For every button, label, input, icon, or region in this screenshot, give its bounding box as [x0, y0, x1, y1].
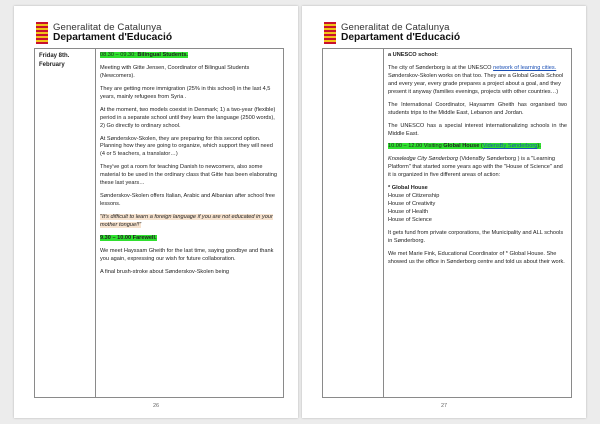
list-item: House of Creativity — [388, 201, 436, 208]
header-line2: Departament d'Educació — [53, 31, 173, 43]
slot-heading: 10.00 – 12.00 Visiting Global House (VidensBy Sønderborg). — [388, 143, 541, 150]
content-cell — [96, 49, 284, 398]
slot-heading: 9.30 – 10.00 Farewell. — [100, 234, 157, 241]
page-number: 26 — [152, 403, 160, 409]
paragraph: At the moment, two models coexist in Denmark; 1) a two-year (flexible) period in a separate school until they learn the language (2500 words), 2) Go directly to ordinary school. — [100, 106, 276, 129]
vidensby-link[interactable]: VidensBy Sønderborg — [482, 143, 538, 150]
paragraph: We meet Hayssam Gheith for the last time, saying goodbye and thank you again, expressing our wish for future collaboration. — [100, 247, 274, 262]
paragraph: Knowledge City Sønderborg (VidensBy Sønderborg ) is a "Learning Platform" that started some years ago with the "House of Science" and it is organized in five different areas of action: — [388, 156, 563, 179]
paragraph: The city of Sønderborg is at the UNESCO network of learning cities. Sønderskov-Skolen works on that too. They are a Global Goals School and every year, every grade prepares a project about a goal, and they present it anyway (families evenings, projects with other countries…) — [388, 64, 564, 95]
day-cell — [323, 49, 384, 398]
section-title: a UNESCO school: — [388, 52, 439, 58]
quote: "It's difficult to learn a foreign language if you are not educated in your mother tongue!!" — [100, 214, 273, 228]
page-27 — [302, 6, 586, 418]
paragraph: Sønderskov-Skolen offers Italian, Arabic and Albanian after school free lessons. — [100, 193, 275, 208]
paragraph: The International Coordinator, Haysamm Gheith has organised two students trips to the Middle East, Lebanon and Jordan. — [388, 101, 567, 116]
generalitat-logo-icon — [324, 22, 336, 44]
agenda-table — [322, 48, 572, 398]
paragraph: At Sønderskov-Skolen, they are preparing for this second option. Planning how they are going to organize, which support they will need (4 or 5 teachers, a translator…) — [100, 135, 273, 158]
header-line1: Generalitat de Catalunya — [341, 21, 450, 33]
list-item: House of Science — [388, 216, 432, 223]
unesco-network-link[interactable]: network of learning cities. — [493, 64, 557, 71]
content-cell — [384, 49, 572, 398]
header-line2: Departament d'Educació — [341, 31, 461, 43]
paragraph: They've got a room for teaching Danish to newcomers, also some material to be used in the ordinary class that Gitte has been elaborating these last years… — [100, 164, 277, 187]
page-header — [36, 16, 172, 50]
agenda-table — [34, 48, 284, 398]
list-item: House of Health — [388, 209, 429, 215]
paragraph: A final brush-stroke about Sønderskov-Skolen being — [100, 268, 230, 275]
page-26 — [14, 6, 298, 418]
slot-heading: 08.30 – 09.30: Bilingual Students. — [100, 52, 188, 58]
day-cell: Friday 8th. February — [35, 49, 96, 398]
paragraph: It gets fund from private corporations, the Municipality and ALL schools in Sønderborg. — [388, 229, 564, 244]
paragraph: We met Marie Fink, Educational Coordinator of * Global House. She showed us the office in Sønderborg centre and told us about their work. — [388, 250, 565, 265]
page-number: 27 — [440, 403, 448, 409]
areas-list — [388, 185, 567, 225]
paragraph: The UNESCO has a special interest internationalizing schools in the Middle East. — [388, 122, 567, 137]
paragraph: Meeting with Gitte Jensen, Coordinator of Bilingual Students (Newcomers). — [100, 64, 250, 79]
page-header — [324, 16, 460, 50]
list-title: * Global House — [388, 185, 428, 192]
list-item: House of Citizenship — [388, 193, 440, 200]
table-row — [35, 49, 284, 398]
paragraph: They are getting more immigration (25% in this school) in the last 4,5 years, mainly refugees from Syria . — [100, 85, 271, 100]
generalitat-logo-icon — [36, 22, 48, 44]
header-line1: Generalitat de Catalunya — [53, 21, 162, 33]
table-row — [323, 49, 572, 398]
